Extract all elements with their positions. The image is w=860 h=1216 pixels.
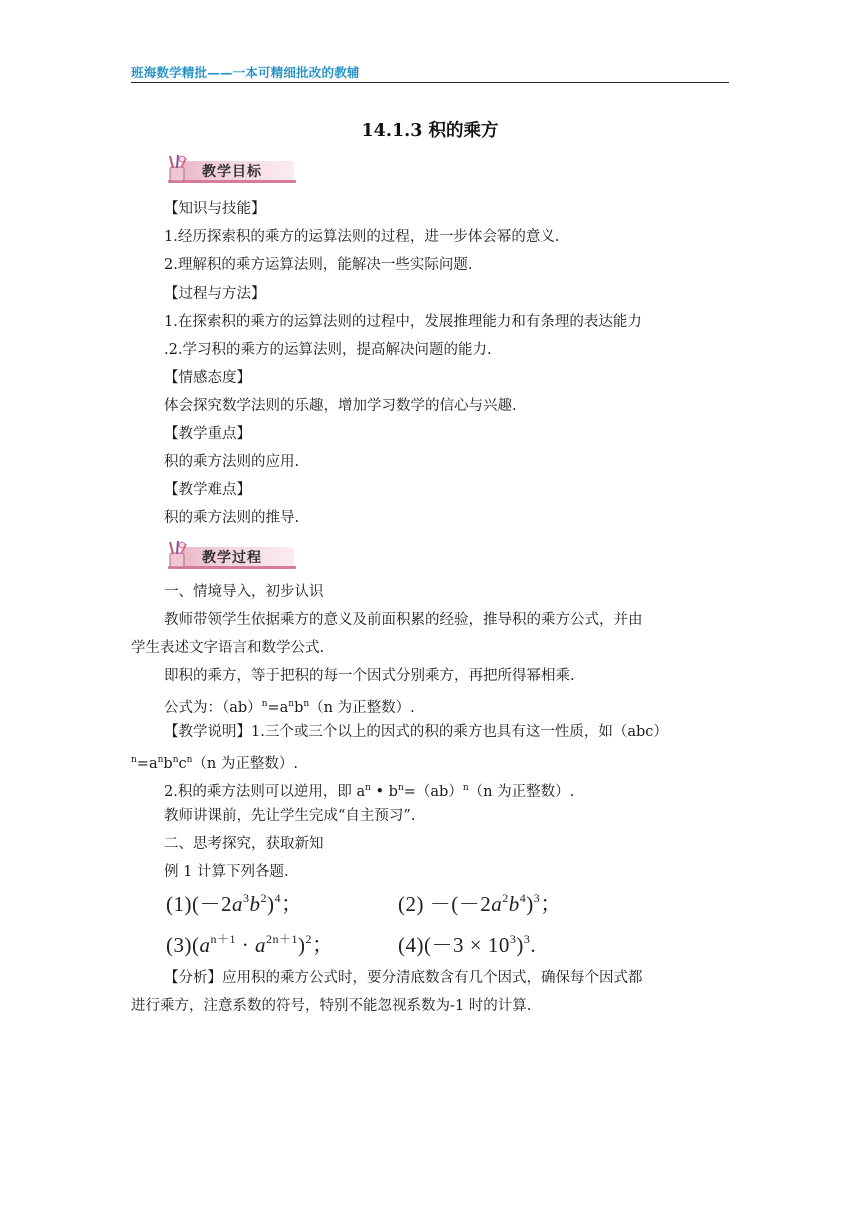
exercise-1: $(1)(-2a^3b^2)^4$； (166, 891, 303, 916)
example-1-heading: 例 1 计算下列各题. (164, 864, 289, 880)
process-item-2: .2.学习积的乘方的运算法则，提高解决问题的能力. (164, 342, 492, 358)
formula-line (164, 694, 415, 718)
teaching-note-1b (131, 750, 298, 774)
difficulty-item-1: 积的乘方法则的推导. (164, 510, 300, 526)
exercise-3: $(3)(a^{n+1} \cdot a^{2n+1})^2$； (166, 932, 334, 957)
header-text: 班海数学精批——一本可精细批改的教辅 (131, 65, 360, 80)
process-banner-label: 教学过程 (202, 550, 262, 566)
note-exp: n (186, 755, 193, 765)
formula-suffix: （n 为正整数）. (309, 700, 415, 716)
note2-suffix: （n 为正整数）. (468, 784, 575, 800)
page-header (131, 62, 729, 83)
part1-paragraph-1a: 教师带领学生依据乘方的意义及前面积累的经验，推导积的乘方公式，并由 (164, 612, 643, 628)
part1-heading: 一、情境导入，初步认识 (164, 584, 324, 600)
note2-exp: n (365, 783, 371, 793)
knowledge-heading: 【知识与技能】 (164, 201, 266, 217)
key-item-1: 积的乘方法则的应用. (164, 454, 300, 470)
difficulty-heading: 【教学难点】 (164, 482, 251, 498)
goals-banner (160, 151, 300, 189)
part1-paragraph-1b: 学生表述文字语言和数学公式. (131, 640, 325, 656)
teaching-note-2 (164, 778, 574, 802)
formula-b: b (294, 700, 304, 716)
emotion-item-1: 体会探究数学法则的乐趣，增加学习数学的信心与兴趣. (164, 398, 517, 414)
process-heading: 【过程与方法】 (164, 286, 266, 302)
emotion-heading: 【情感态度】 (164, 370, 251, 386)
analysis-a: 【分析】应用积的乘方公式时，要分清底数含有几个因式，确保每个因式都 (164, 970, 643, 986)
note2-dot: • b (370, 784, 398, 800)
analysis-b: 进行乘方，注意系数的符号，特别不能忽视系数为-1 时的计算. (131, 998, 532, 1014)
knowledge-item-2: 2.理解积的乘方运算法则，能解决一些实际问题. (164, 257, 473, 273)
key-heading: 【教学重点】 (164, 426, 251, 442)
note2-eq: =（ab） (403, 784, 463, 800)
formula-eq: =a (267, 700, 289, 716)
exercise-4: $(4)(-3 \times 10^3)^3$. (398, 932, 537, 957)
note-exp: n (131, 755, 137, 765)
part2-heading: 二、思考探究，获取新知 (164, 836, 324, 852)
note-b: b (163, 756, 173, 772)
page-title: 14.1.3 积的乘方 (361, 121, 499, 141)
pencil-cup-icon (162, 153, 192, 183)
formula-prefix: 公式为：（ab） (164, 700, 262, 716)
pencil-cup-icon (162, 539, 192, 569)
teaching-note-1a: 【教学说明】1.三个或三个以上的因式的积的乘方也具有这一性质，如（abc） (164, 724, 668, 740)
formula-exp: n (288, 699, 295, 709)
note-c: c (178, 756, 187, 772)
teaching-note-3: 教师讲课前，先让学生完成“自主预习”. (164, 808, 416, 824)
note-exp: n (157, 755, 164, 765)
note-eq: =a (136, 756, 158, 772)
part1-paragraph-2: 即积的乘方，等于把积的每一个因式分别乘方，再把所得幂相乘. (164, 668, 575, 684)
note2-exp: n (462, 783, 469, 793)
note2-prefix: 2.积的乘方法则可以逆用，即 a (164, 784, 366, 800)
formula-exp: n (261, 699, 268, 709)
knowledge-item-1: 1.经历探索积的乘方的运算法则的过程，进一步体会幂的意义. (164, 229, 560, 245)
note-suffix: （n 为正整数）. (192, 756, 298, 772)
goals-banner-label: 教学目标 (202, 164, 262, 180)
process-banner (160, 537, 300, 575)
exercise-2: $(2) -(-2a^2b^4)^3$； (398, 891, 562, 916)
note2-exp: n (397, 783, 404, 793)
process-item-1: 1.在探索积的乘方的运算法则的过程中，发展推理能力和有条理的表达能力 (164, 314, 642, 330)
note-exp: n (172, 755, 179, 765)
formula-exp: n (303, 699, 310, 709)
